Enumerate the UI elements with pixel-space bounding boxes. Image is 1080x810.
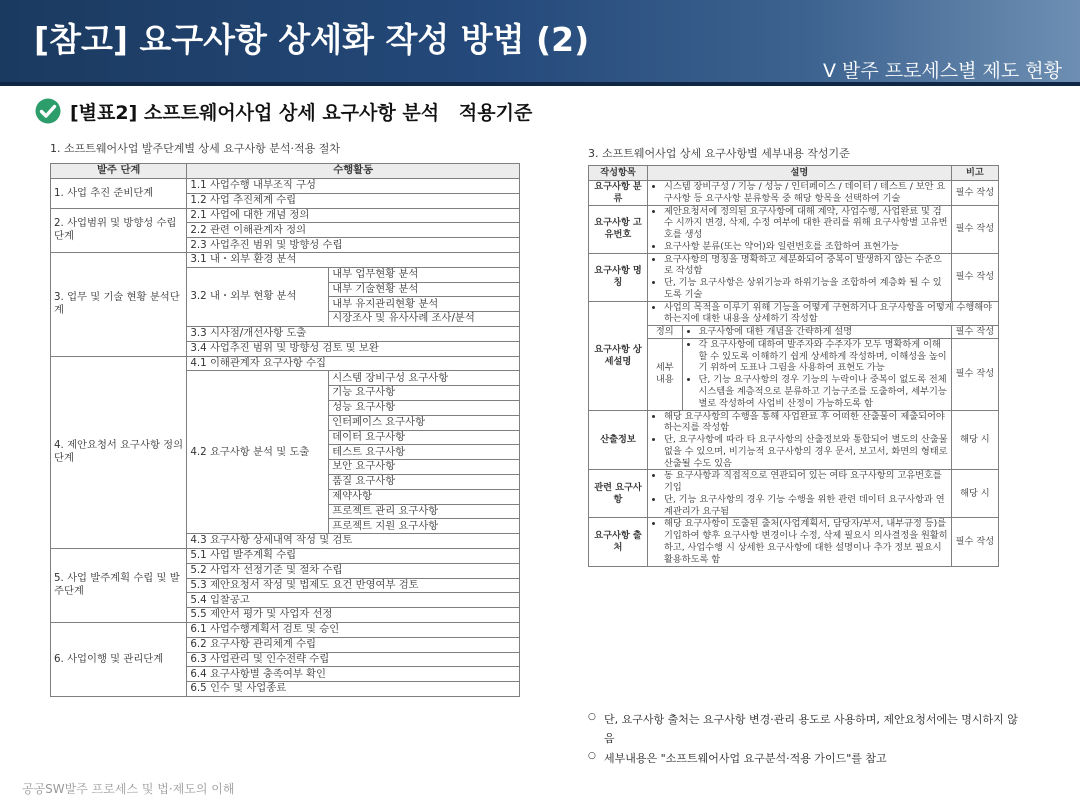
desc-list [651, 518, 948, 565]
item-remark: 필수 작성 [951, 338, 998, 410]
item-category: 요구사항 명칭 [589, 253, 648, 301]
activity: 1.1 사업수행 내부조직 구성 [187, 179, 520, 194]
phase-3: 3. 업무 및 기술 현황 분석단계 [51, 252, 187, 356]
sub-label: 세부 내용 [647, 338, 682, 410]
sub-activity: 내부 유지관리현황 분석 [329, 297, 520, 312]
notes [588, 710, 1028, 768]
activity: 5.4 입찰공고 [187, 593, 520, 608]
activity: 4.1 이해관계자 요구사항 수집 [187, 356, 520, 371]
activity: 2.2 관련 이해관계자 정의 [187, 223, 520, 238]
activity: 4.3 요구사항 상세내역 작성 및 검토 [187, 534, 520, 549]
activity: 3.3 시사점/개선사항 도출 [187, 326, 520, 341]
item-remark: 필수 작성 [951, 253, 998, 301]
activity: 5.5 제안서 평가 및 사업자 선정 [187, 608, 520, 623]
subtitle [34, 96, 532, 126]
footer-text: 공공SW발주 프로세스 및 법·제도의 이해 [22, 782, 235, 796]
phase-6: 6. 사업이행 및 관리단계 [51, 622, 187, 696]
desc-item: • 각 요구사항에 대하여 발주자와 수주자가 모두 명확하게 이해할 수 있도록 이해하기 쉽게 상세하게 작성하며, 이해성을 높이기 위하여 도표나 그림을 사용하여 표현도 가능 [699, 339, 948, 374]
desc-list [651, 411, 948, 470]
phase-4: 4. 제안요청서 요구사항 정의단계 [51, 356, 187, 548]
sub-activity: 기능 요구사항 [329, 386, 520, 401]
desc-list [651, 181, 948, 205]
desc-item: • 단, 요구사항에 따라 타 요구사항의 산출정보와 통합되어 별도의 산출물 없을 수 있으며, 비기능적 요구사항의 경우 문서, 보고서, 화면의 형태로 산출될 수도 있음 [664, 434, 948, 469]
sub-activity: 보안 요구사항 [329, 460, 520, 475]
left-caption: 1. 소프트웨어사업 발주단계별 상세 요구사항 분석·적용 절차 [50, 142, 340, 155]
sub-activity: 제약사항 [329, 489, 520, 504]
section-label: Ⅴ 발주 프로세스별 제도 현황 [822, 60, 1062, 82]
sub-activity: 품질 요구사항 [329, 474, 520, 489]
header-bar [0, 0, 1080, 86]
sub-activity: 데이터 요구사항 [329, 430, 520, 445]
item-category: 요구사항 상세설명 [589, 301, 648, 410]
sub-label: 정의 [647, 326, 682, 339]
activity: 6.1 사업수행계획서 검토 및 승인 [187, 622, 520, 637]
bullet-icon: ○ [588, 750, 596, 761]
desc-item: • 동 요구사항과 직접적으로 연관되어 있는 여타 요구사항의 고유번호를 기입 [664, 470, 948, 494]
col-header-desc: 설명 [647, 166, 951, 181]
activity: 5.2 사업자 선정기준 및 절차 수립 [187, 563, 520, 578]
sub-activity: 성능 요구사항 [329, 400, 520, 415]
activity: 1.2 사업 추진체계 수립 [187, 193, 520, 208]
desc-item: • 시스템 장비구성 / 기능 / 성능 / 인터페이스 / 데이터 / 테스트 / 보안 요구사항 등 요구사항 분류항목 중 해당 항목을 선택하여 기술 [664, 181, 948, 205]
desc-item: • 요구사항에 대한 개념을 간략하게 설명 [699, 326, 948, 338]
phase-5: 5. 사업 발주계획 수립 및 발주단계 [51, 548, 187, 622]
activity: 3.2 내・외부 현황 분석 [187, 267, 329, 326]
activity: 3.4 사업추진 범위 및 방향성 검토 및 보완 [187, 341, 520, 356]
desc-list [651, 254, 948, 301]
activity: 2.1 사업에 대한 개념 정의 [187, 208, 520, 223]
col-header-remark: 비고 [951, 166, 998, 181]
item-category: 산출정보 [589, 410, 648, 470]
sub-activity: 프로젝트 관리 요구사항 [329, 504, 520, 519]
sub-activity: 내부 기술현황 분석 [329, 282, 520, 297]
desc-list [651, 470, 948, 517]
item-category: 요구사항 고유번호 [589, 205, 648, 253]
sub-activity: 시스템 장비구성 요구사항 [329, 371, 520, 386]
bullet-icon: ○ [588, 712, 596, 722]
activity: 2.3 사업추진 범위 및 방향성 수립 [187, 238, 520, 253]
note-item: 세부내용은 "소프트웨어사업 요구분석·적용 가이드"를 참고 [604, 751, 887, 765]
desc-item: • 단, 기능 요구사항의 경우 기능의 누락이나 중복이 없도록 전체시스템을 계층적으로 분류하고 기능구조를 도출하여, 세부기능별로 작성하여 사업비 산정이 가능하도록 함 [699, 374, 948, 409]
sub-activity: 내부 업무현황 분석 [329, 267, 520, 282]
desc-item: • 해당 요구사항의 수행을 통해 사업완료 후 어떠한 산출물이 제출되어야 하는지를 작성함 [664, 411, 948, 435]
subtitle-text: [별표2] 소프트웨어사업 상세 요구사항 분석 적용기준 [70, 101, 533, 124]
col-header-activity: 수행활동 [187, 164, 520, 179]
item-remark: 해당 시 [951, 470, 998, 518]
desc-list [686, 339, 948, 410]
sub-activity: 인터페이스 요구사항 [329, 415, 520, 430]
desc-item: • 요구사항 분류(또는 약어)와 일련번호를 조합하여 표현가능 [664, 241, 948, 253]
sub-activity: 시장조사 및 유사사례 조사/분석 [329, 312, 520, 327]
activity: 6.3 사업관리 및 인수전략 수립 [187, 652, 520, 667]
item-remark: 필수 작성 [951, 205, 998, 253]
note-item: 단, 요구사항 출처는 요구사항 변경·관리 용도로 사용하며, 제안요청서에는 명시하지 않음 [604, 713, 1018, 746]
item-category: 요구사항 분류 [589, 181, 648, 206]
desc-item: • 단, 기능 요구사항은 상위기능과 하위기능을 조합하여 계층화 될 수 있도록 기술 [664, 277, 948, 301]
item-remark: 필수 작성 [951, 326, 998, 339]
desc-item: • 제안요청서에 정의된 요구사항에 대해 계약, 사업수행, 사업완료 및 검수 시까지 변경, 삭제, 수정 여부에 대한 관리를 위해 요구사항별 고유번호를 생성 [664, 206, 948, 241]
item-remark: 필수 작성 [951, 181, 998, 206]
activity: 6.5 인수 및 사업종료 [187, 682, 520, 697]
item-category: 관련 요구사항 [589, 470, 648, 518]
col-header-item: 작성항목 [589, 166, 648, 181]
phase-2: 2. 사업범위 및 방향성 수립단계 [51, 208, 187, 252]
desc-list [686, 326, 948, 338]
desc-item: • 단, 기능 요구사항의 경우 기능 수행을 위한 관련 데이터 요구사항과 연계관리가 요구됨 [664, 494, 948, 518]
activity: 6.4 요구사항별 충족여부 확인 [187, 667, 520, 682]
right-caption: 3. 소프트웨어사업 상세 요구사항별 세부내용 작성기준 [588, 147, 850, 160]
col-header-phase: 발주 단계 [51, 164, 187, 179]
activity: 5.1 사업 발주계획 수립 [187, 548, 520, 563]
desc-item: • 사업의 목적을 이루기 위해 기능을 어떻게 구현하거나 요구사항을 어떻게 수행해야 하는지에 대한 내용을 상세하기 작성함 [664, 302, 995, 326]
procedure-table [50, 163, 520, 697]
sub-activity: 테스트 요구사항 [329, 445, 520, 460]
phase-1: 1. 사업 추진 준비단계 [51, 179, 187, 209]
activity: 4.2 요구사항 분석 및 도출 [187, 371, 329, 534]
item-category: 요구사항 출처 [589, 518, 648, 566]
check-icon [34, 97, 62, 125]
page-title: [참고] 요구사항 상세화 작성 방법 (2) [34, 20, 590, 59]
sub-activity: 프로젝트 지원 요구사항 [329, 519, 520, 534]
desc-item: • 요구사항의 명칭을 명확하고 세분화되어 중복이 발생하지 않는 수준으로 작성함 [664, 254, 948, 278]
item-remark: 필수 작성 [951, 518, 998, 566]
criteria-table [588, 165, 999, 567]
activity: 5.3 제안요청서 작성 및 법제도 요건 반영여부 검토 [187, 578, 520, 593]
desc-list [651, 206, 948, 253]
desc-item: • 해당 요구사항이 도출된 출처(사업계획서, 담당자/부서, 내부규정 등)를 기입하여 향후 요구사항 변경이나 수정, 삭제 필요시 의사결정을 원활히 하고, 사업수행 시 상세한 요구사항에 대한 설명이나 추가 정보 필요시 활용하도록 함 [664, 518, 948, 565]
activity: 3.1 내・외부 환경 분석 [187, 252, 520, 267]
activity: 6.2 요구사항 관리체계 수립 [187, 637, 520, 652]
item-remark: 해당 시 [951, 410, 998, 470]
